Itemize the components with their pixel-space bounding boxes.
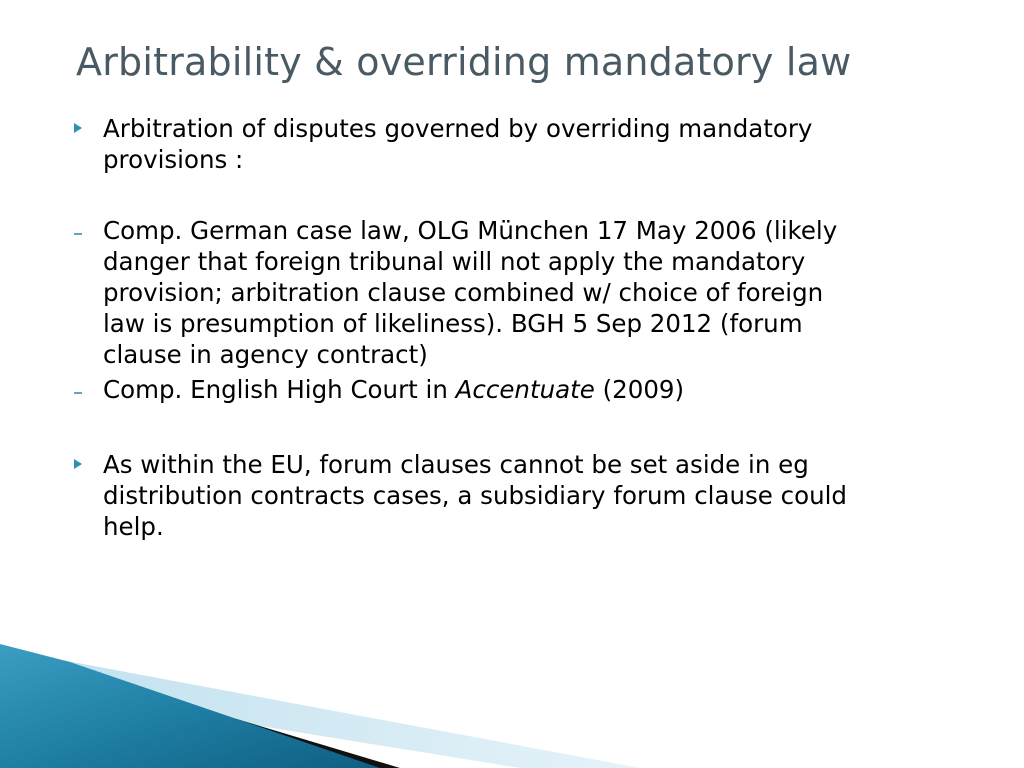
case-name-italic: Accentuate xyxy=(455,375,595,404)
bullet-line: danger that foreign tribunal will not apply the mandatory xyxy=(103,247,806,276)
bullet-line: clause in agency contract) xyxy=(103,340,428,369)
bullet-english-high-court xyxy=(103,374,684,405)
bullet-arbitration-of-disputes xyxy=(103,113,812,175)
bullet-within-the-eu xyxy=(103,449,847,542)
bullet-line: provisions : xyxy=(103,145,244,174)
blue-wave-shape xyxy=(0,644,380,768)
bullet-line: provision; arbitration clause combined w/ choice of foreign xyxy=(103,278,824,307)
bullet-line: law is presumption of likeliness). BGH 5 Sep 2012 (forum xyxy=(103,309,803,338)
dash-bullet-icon xyxy=(74,233,82,235)
bullet-german-case-law xyxy=(103,215,837,370)
bullet-line: As within the EU, forum clauses cannot be set aside in eg xyxy=(103,450,809,479)
bullet-text-after: (2009) xyxy=(594,375,685,404)
arrow-bullet-icon xyxy=(74,459,82,469)
dash-bullet-icon xyxy=(74,392,82,394)
slide-title: Arbitrability & overriding mandatory law xyxy=(76,40,852,84)
bullet-line: Arbitration of disputes governed by overriding mandatory xyxy=(103,114,813,143)
arrow-bullet-icon xyxy=(74,123,82,133)
bullet-text-before: Comp. English High Court in xyxy=(103,375,456,404)
bullet-line: help. xyxy=(103,512,164,541)
bullet-line: distribution contracts cases, a subsidiary forum clause could xyxy=(103,481,847,510)
corner-wave-decoration xyxy=(0,644,640,768)
bullet-line: Comp. German case law, OLG München 17 May 2006 (likely xyxy=(103,216,838,245)
